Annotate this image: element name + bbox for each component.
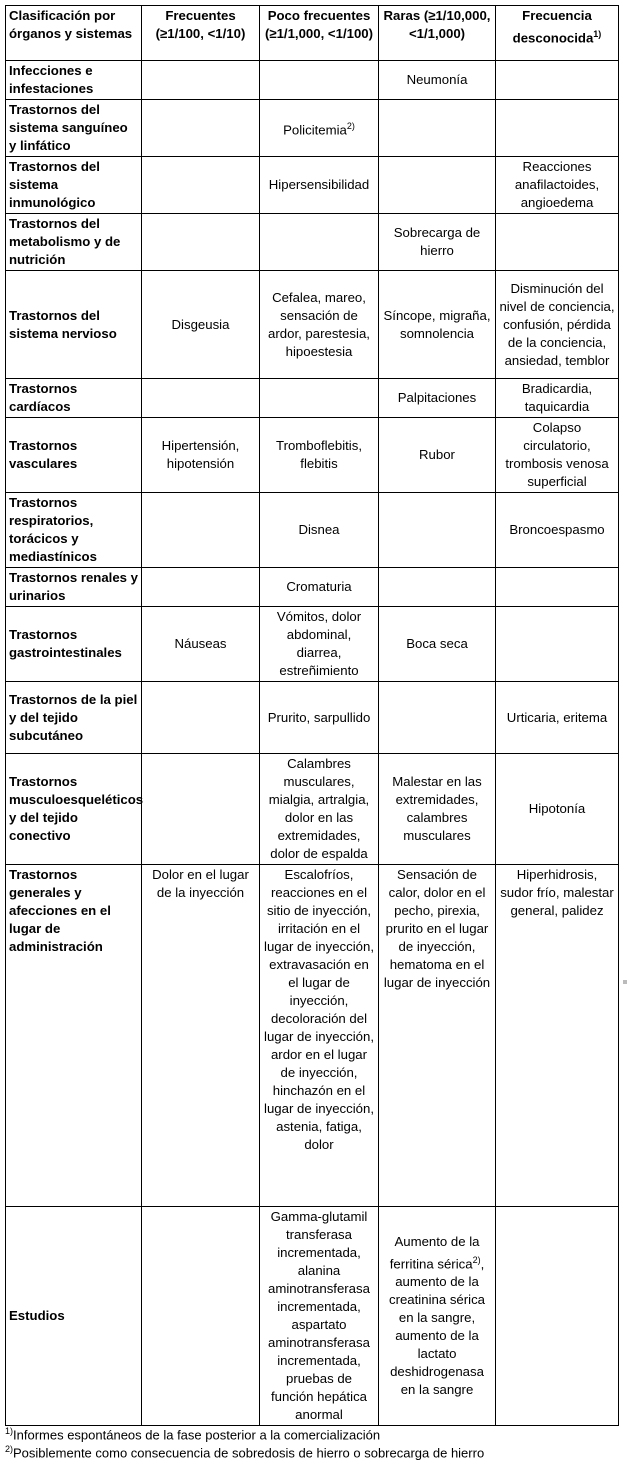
cell-unknown: Hiperhidrosis, sudor frío, malestar general, palidez (496, 865, 619, 1207)
row-category: Trastornos musculoesqueléticos y del tejido conectivo (6, 754, 142, 865)
row-category: Trastornos del sistema inmunológico (6, 157, 142, 214)
cell-rare (379, 682, 496, 754)
margin-dot (623, 980, 627, 984)
row-category: Estudios (6, 1207, 142, 1426)
cell-uncommon: Escalofríos, reacciones en el sitio de inyección, irritación en el lugar de inyección, extravasación en el lugar de inyección, decoloración del lugar de inyección, ardor en el lugar de inyección, hinchazón en el lugar de inyección, astenia, fatiga, dolor (260, 865, 379, 1207)
footnote-ref: 1) (593, 29, 602, 39)
table-row (6, 568, 619, 607)
cell-frequent (142, 493, 260, 568)
footnote-text: Posiblemente como consecuencia de sobredosis de hierro o sobrecarga de hierro (13, 1445, 485, 1461)
cell-uncommon-text: Policitemia (283, 122, 347, 138)
table-row (6, 607, 619, 682)
table-row (6, 271, 619, 379)
table-header-row (6, 6, 619, 61)
cell-unknown: Reacciones anafilactoides, angioedema (496, 157, 619, 214)
cell-frequent (142, 379, 260, 418)
cell-frequent: Hipertensión, hipotensión (142, 418, 260, 493)
cell-uncommon: Vómitos, dolor abdominal, diarrea, estreñimiento (260, 607, 379, 682)
cell-frequent (142, 682, 260, 754)
ferritina-rest: , aumento de la creatinina sérica en la sangre, aumento de la lactato deshidrogenasa en la sangre (388, 1256, 486, 1398)
footnote-ref: 2) (472, 1254, 481, 1265)
cell-unknown (496, 61, 619, 100)
cell-rare: Síncope, migraña, somnolencia (379, 271, 496, 379)
cell-unknown: Disminución del nivel de conciencia, confusión, pérdida de la conciencia, ansiedad, temblor (496, 271, 619, 379)
cell-frequent (142, 568, 260, 607)
header-uncommon: Poco frecuentes (≥1/1,000, <1/100) (260, 6, 379, 61)
cell-frequent (142, 1207, 260, 1426)
cell-uncommon: Prurito, sarpullido (260, 682, 379, 754)
cell-uncommon: Hipersensibilidad (260, 157, 379, 214)
cell-rare: Neumonía (379, 61, 496, 100)
row-category: Trastornos del sistema sanguíneo y linfático (6, 100, 142, 157)
row-category: Trastornos renales y urinarios (6, 568, 142, 607)
footnote-ref: 2) (346, 120, 355, 131)
cell-rare (379, 100, 496, 157)
cell-rare: Palpitaciones (379, 379, 496, 418)
cell-unknown (496, 100, 619, 157)
cell-rare (379, 568, 496, 607)
table-row (6, 865, 619, 1207)
cell-frequent (142, 61, 260, 100)
table-row (6, 1207, 619, 1426)
cell-uncommon: Calambres musculares, mialgia, artralgia, dolor en las extremidades, dolor de espalda (260, 754, 379, 865)
ferritina-text: Aumento de la ferritina sérica (389, 1233, 480, 1272)
cell-unknown (496, 607, 619, 682)
footnote-text: Informes espontáneos de la fase posterior a la comercialización (13, 1427, 381, 1443)
table-row (6, 418, 619, 493)
row-category: Trastornos respiratorios, torácicos y mediastínicos (6, 493, 142, 568)
cell-uncommon (260, 61, 379, 100)
cell-unknown: Urticaria, eritema (496, 682, 619, 754)
header-unknown (496, 6, 619, 61)
cell-unknown (496, 214, 619, 271)
row-category: Trastornos generales y afecciones en el lugar de administración (6, 865, 142, 1207)
cell-frequent (142, 754, 260, 865)
cell-rare (379, 157, 496, 214)
cell-rare: Boca seca (379, 607, 496, 682)
cell-unknown (496, 568, 619, 607)
cell-unknown (496, 1207, 619, 1426)
cell-frequent (142, 214, 260, 271)
cell-uncommon: Cefalea, mareo, sensación de ardor, parestesia, hipoestesia (260, 271, 379, 379)
row-category: Infecciones e infestaciones (6, 61, 142, 100)
header-organ-class: Clasificación por órganos y sistemas (6, 6, 142, 61)
cell-uncommon (260, 379, 379, 418)
table-row (6, 682, 619, 754)
cell-unknown: Broncoespasmo (496, 493, 619, 568)
cell-rare: Malestar en las extremidades, calambres musculares (379, 754, 496, 865)
cell-frequent: Dolor en el lugar de la inyección (142, 865, 260, 1207)
row-category: Trastornos vasculares (6, 418, 142, 493)
cell-unknown: Hipotonía (496, 754, 619, 865)
cell-frequent: Disgeusia (142, 271, 260, 379)
cell-uncommon (260, 214, 379, 271)
footnote-2 (5, 1441, 484, 1461)
cell-uncommon: Tromboflebitis, flebitis (260, 418, 379, 493)
cell-uncommon: Disnea (260, 493, 379, 568)
cell-unknown: Bradicardia, taquicardia (496, 379, 619, 418)
row-category: Trastornos de la piel y del tejido subcutáneo (6, 682, 142, 754)
cell-frequent: Náuseas (142, 607, 260, 682)
table-row (6, 157, 619, 214)
cell-frequent (142, 100, 260, 157)
header-rare: Raras (≥1/10,000, <1/1,000) (379, 6, 496, 61)
table-row (6, 379, 619, 418)
table-row (6, 493, 619, 568)
cell-uncommon: Cromaturia (260, 568, 379, 607)
cell-rare (379, 493, 496, 568)
table-row (6, 100, 619, 157)
row-category: Trastornos del sistema nervioso (6, 271, 142, 379)
cell-rare: Rubor (379, 418, 496, 493)
header-unknown-text: Frecuencia desconocida (512, 8, 594, 46)
row-category: Trastornos gastrointestinales (6, 607, 142, 682)
table-row (6, 754, 619, 865)
cell-uncommon (260, 100, 379, 157)
cell-unknown: Colapso circulatorio, trombosis venosa superficial (496, 418, 619, 493)
cell-rare (379, 1207, 496, 1426)
cell-uncommon: Gamma-glutamil transferasa incrementada, alanina aminotransferasa incrementada, aspartato aminotransferasa incrementada, pruebas de función hepática anormal (260, 1207, 379, 1426)
cell-rare: Sobrecarga de hierro (379, 214, 496, 271)
footnote-mark: 2) (5, 1444, 14, 1454)
footnote-mark: 1) (5, 1426, 14, 1436)
cell-frequent (142, 157, 260, 214)
row-category: Trastornos cardíacos (6, 379, 142, 418)
cell-rare: Sensación de calor, dolor en el pecho, pirexia, prurito en el lugar de inyección, hematoma en el lugar de inyección (379, 865, 496, 1207)
table-row (6, 61, 619, 100)
adverse-reactions-table (5, 5, 619, 1426)
header-frequent: Frecuentes (≥1/100, <1/10) (142, 6, 260, 61)
row-category: Trastornos del metabolismo y de nutrición (6, 214, 142, 271)
table-row (6, 214, 619, 271)
